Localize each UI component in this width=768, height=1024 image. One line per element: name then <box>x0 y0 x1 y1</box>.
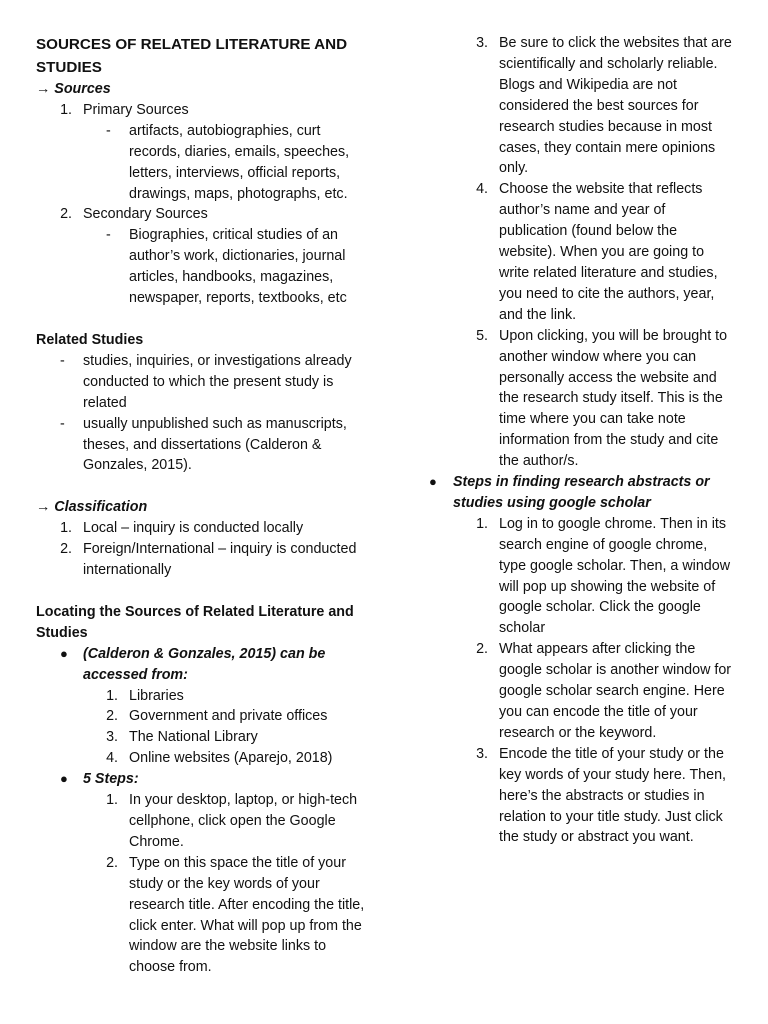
left-column <box>36 33 366 978</box>
list-item: - usually unpublished such as manuscripts, theses, and dissertations (Calderon & Gonzales, 2015). <box>60 415 347 474</box>
list-item: 1. Local – inquiry is conducted locally <box>60 520 304 537</box>
list-item: - studies, inquiries, or investigations already conducted to which the present study is related <box>60 352 352 411</box>
related-studies-list <box>36 351 366 476</box>
bullet-icon: ● <box>429 474 437 490</box>
list-item: 2. Secondary Sources <box>60 206 208 223</box>
list-item: 2. Foreign/International – inquiry is conducted internationally <box>60 541 357 579</box>
right-column <box>425 33 735 848</box>
list-item: 2. Type on this space the title of your study or the key words of your research title. After encoding the title, click enter. What will pop up from the window are the website links to choose from. <box>106 854 365 976</box>
list-item: 1. Primary Sources <box>60 101 189 118</box>
bullet-icon: ● <box>60 771 68 787</box>
sources-list <box>36 100 366 309</box>
google-scholar-list <box>425 472 735 848</box>
list-item: 1. Log in to google chrome. Then in its search engine of google chrome, type google scholar. Then, a window will pop up showing the website of google scholar. Click the google scholar <box>476 515 731 637</box>
list-item: 2. Government and private offices <box>106 708 328 725</box>
list-item: 3. The National Library <box>106 729 258 746</box>
bullet-icon: ● <box>60 645 68 661</box>
locating-heading: Locating the Sources of Related Literature and Studies <box>36 603 354 641</box>
arrow-icon: → <box>36 499 51 516</box>
list-item: 3. Encode the title of your study or the key words of your study here. Then, here’s the abstracts or studies in relation to your title study. Just click the study or abstract you want. <box>476 745 727 846</box>
list-item: - Biographies, critical studies of an author’s work, dictionaries, journal articles, handbooks, magazines, newspaper, reports, textbooks, etc <box>106 227 347 307</box>
list-item: 3. Be sure to click the websites that are scientifically and scholarly reliable. Blogs and Wikipedia are not considered the best sources for research studies because in most cases, they contain mere opinions only. <box>476 35 732 177</box>
page-title: SOURCES OF RELATED LITERATURE AND STUDIES <box>36 36 348 76</box>
classification-heading: → Classification <box>36 499 148 516</box>
list-item: - artifacts, autobiographies, curt records, diaries, emails, speeches, letters, interviews, official reports, drawings, maps, photographs, etc. <box>106 122 350 202</box>
related-studies-heading: Related Studies <box>36 331 144 348</box>
locating-list <box>36 644 366 979</box>
list-item: 4. Choose the website that reflects author’s name and year of publication (found below the website). When you are going to write related literature and studies, you need to cite the authors, year, and the link. <box>476 181 718 323</box>
list-item: ● 5 Steps: <box>36 769 366 790</box>
online-steps-continued <box>425 33 735 472</box>
sources-heading: → Sources <box>36 81 111 97</box>
list-item: 2. What appears after clicking the google scholar is another window for google scholar search engine. Here you can encode the title of your research or the keyword. <box>476 641 732 741</box>
list-item: ● (Calderon & Gonzales, 2015) can be accessed from: <box>60 645 326 683</box>
list-item: 4. Online websites (Aparejo, 2018) <box>106 750 333 767</box>
list-item: 1. Libraries <box>106 687 184 704</box>
arrow-icon: → <box>36 81 51 97</box>
list-item: 1. In your desktop, laptop, or high-tech cellphone, click open the Google Chrome. <box>106 792 358 850</box>
list-item: 5. Upon clicking, you will be brought to another window where you can personally access the website and the research study itself. This is the time where you can take note information from the study and cite the author/s. <box>476 327 728 470</box>
classification-list <box>36 518 366 581</box>
list-item: ● Steps in finding research abstracts or studies using google scholar <box>429 474 710 511</box>
